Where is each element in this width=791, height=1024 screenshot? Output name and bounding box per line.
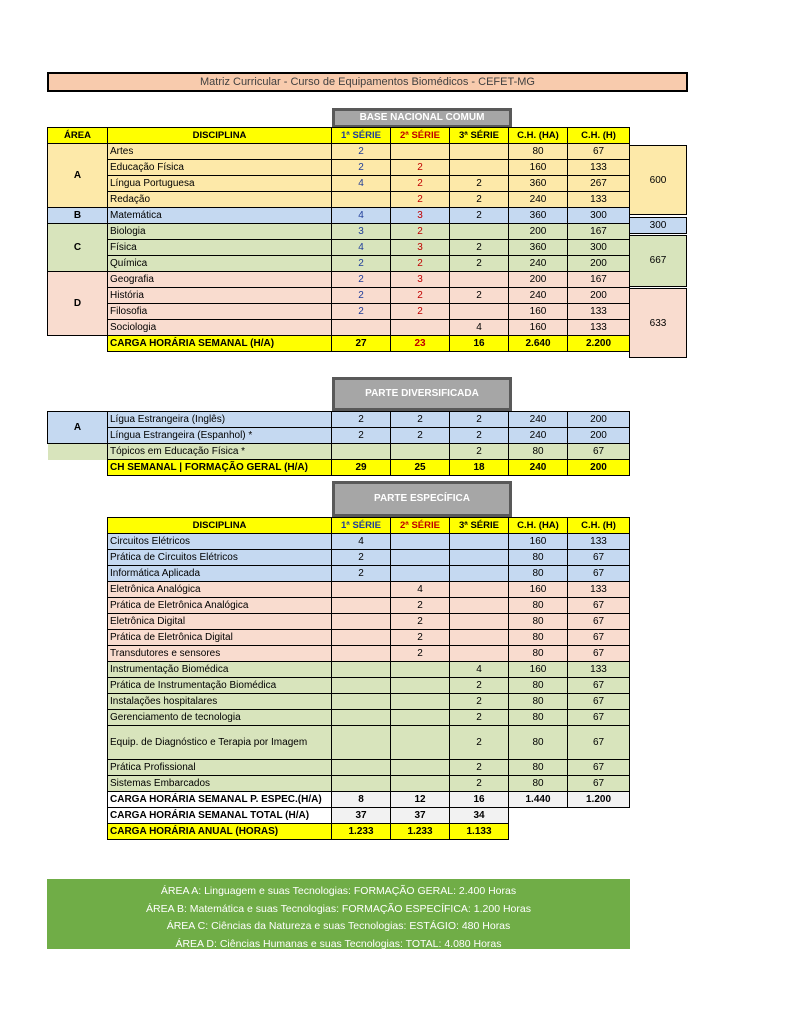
table-row — [48, 288, 630, 304]
total-serie-2: 1.233 — [391, 824, 450, 840]
ch-ha-value: 160 — [509, 304, 568, 320]
serie-3-value — [450, 144, 509, 160]
serie-1-value — [332, 726, 391, 760]
serie-1-value — [332, 630, 391, 646]
serie-2-value: 2 — [391, 428, 450, 444]
serie-2-value — [391, 694, 450, 710]
discipline-name: Artes — [108, 144, 332, 160]
discipline-name: Filosofia — [108, 304, 332, 320]
ch-ha-value: 240 — [509, 256, 568, 272]
serie-2-value — [391, 776, 450, 792]
table-row — [48, 320, 630, 336]
header-ch-h: C.H. (H) — [568, 518, 630, 534]
serie-3-value: 2 — [450, 776, 509, 792]
discipline-name: Matemática — [108, 208, 332, 224]
serie-2-value — [391, 726, 450, 760]
header-area: ÁREA — [48, 128, 108, 144]
total-label: CARGA HORÁRIA SEMANAL P. ESPEC.(H/A) — [108, 792, 332, 808]
discipline-name: Química — [108, 256, 332, 272]
serie-3-value: 2 — [450, 710, 509, 726]
ch-ha-value: 80 — [509, 566, 568, 582]
discipline-name: Transdutores e sensores — [108, 646, 332, 662]
total-label: CARGA HORÁRIA SEMANAL TOTAL (H/A) — [108, 808, 332, 824]
serie-2-value: 2 — [391, 224, 450, 240]
serie-3-value: 2 — [450, 208, 509, 224]
total-serie-1: 37 — [332, 808, 391, 824]
discipline-name: Sociologia — [108, 320, 332, 336]
serie-1-value — [332, 678, 391, 694]
discipline-name: Instrumentação Biomédica — [108, 662, 332, 678]
ch-h-value: 67 — [568, 630, 630, 646]
ch-h-value: 133 — [568, 662, 630, 678]
table-row — [108, 678, 630, 694]
ch-ha-value: 80 — [509, 144, 568, 160]
total-serie-3: 18 — [450, 460, 509, 476]
discipline-name: Prática de Eletrônica Analógica — [108, 598, 332, 614]
total-serie-3: 16 — [450, 336, 509, 352]
table-row — [108, 776, 630, 792]
table-row — [108, 582, 630, 598]
serie-2-value — [391, 550, 450, 566]
total-serie-3: 1.133 — [450, 824, 509, 840]
total-serie-2: 25 — [391, 460, 450, 476]
ch-ha-value: 80 — [509, 710, 568, 726]
ch-h-value: 67 — [568, 694, 630, 710]
serie-1-value — [332, 646, 391, 662]
table-row — [48, 160, 630, 176]
discipline-name: Eletrônica Analógica — [108, 582, 332, 598]
ch-ha-value: 80 — [509, 630, 568, 646]
serie-3-value: 2 — [450, 176, 509, 192]
table-row — [48, 224, 630, 240]
ch-ha-value: 160 — [509, 534, 568, 550]
section-especifica-header: PARTE ESPECÍFICA — [332, 481, 512, 517]
serie-1-value — [332, 614, 391, 630]
area-label: C — [48, 224, 108, 272]
header-disciplina: DISCIPLINA — [108, 518, 332, 534]
total-ch-h: 1.200 — [568, 792, 630, 808]
total-serie-2: 23 — [391, 336, 450, 352]
discipline-name: Geografia — [108, 272, 332, 288]
table-row — [48, 272, 630, 288]
serie-2-value: 2 — [391, 176, 450, 192]
serie-1-value: 2 — [332, 288, 391, 304]
serie-3-value: 2 — [450, 760, 509, 776]
discipline-name: Física — [108, 240, 332, 256]
total-row — [48, 460, 630, 476]
serie-1-value: 3 — [332, 224, 391, 240]
table-row — [108, 710, 630, 726]
ch-ha-value: 240 — [509, 412, 568, 428]
ch-ha-value: 360 — [509, 208, 568, 224]
serie-2-value: 3 — [391, 240, 450, 256]
discipline-name: História — [108, 288, 332, 304]
footer-line: ÁREA B: Matemática e suas Tecnologias: FORMAÇÃO ESPECÍFICA: 1.200 Horas — [146, 902, 531, 915]
serie-1-value — [332, 760, 391, 776]
table-row — [48, 428, 630, 444]
table-row — [48, 192, 630, 208]
area-label: A — [48, 412, 108, 444]
ch-h-value: 67 — [568, 726, 630, 760]
discipline-name: Prática Profissional — [108, 760, 332, 776]
ch-ha-value: 80 — [509, 646, 568, 662]
header-ch-ha: C.H. (HA) — [509, 128, 568, 144]
base-nacional-table — [47, 127, 630, 352]
discipline-name: Informática Aplicada — [108, 566, 332, 582]
total-ch-ha: 1.440 — [509, 792, 568, 808]
table-row — [48, 144, 630, 160]
table-row — [48, 444, 630, 460]
serie-1-value: 4 — [332, 208, 391, 224]
serie-1-value — [332, 776, 391, 792]
serie-1-value — [332, 320, 391, 336]
serie-3-value — [450, 534, 509, 550]
section-diversificada-header: PARTE DIVERSIFICADA — [332, 377, 512, 411]
serie-1-value — [332, 694, 391, 710]
serie-2-value — [391, 144, 450, 160]
serie-3-value — [450, 160, 509, 176]
serie-2-value: 3 — [391, 272, 450, 288]
serie-2-value — [391, 566, 450, 582]
serie-2-value: 4 — [391, 582, 450, 598]
total-label: CH SEMANAL | FORMAÇÃO GERAL (H/A) — [108, 460, 332, 476]
serie-3-value: 2 — [450, 726, 509, 760]
table-row — [108, 662, 630, 678]
header-serie-1: 1ª SÉRIE — [332, 518, 391, 534]
serie-2-value: 2 — [391, 192, 450, 208]
total-ch-h: 2.200 — [568, 336, 630, 352]
total-row — [108, 808, 630, 824]
ch-h-value: 200 — [568, 412, 630, 428]
discipline-name: Prática de Circuitos Elétricos — [108, 550, 332, 566]
discipline-name: Redação — [108, 192, 332, 208]
ch-h-value: 133 — [568, 534, 630, 550]
ch-ha-value: 80 — [509, 726, 568, 760]
footer-line: ÁREA A: Linguagem e suas Tecnologias: FORMAÇÃO GERAL: 2.400 Horas — [160, 885, 517, 897]
table-row — [108, 694, 630, 710]
ch-ha-value: 80 — [509, 776, 568, 792]
area-c-sum: 667 — [629, 235, 687, 287]
ch-ha-value: 360 — [509, 240, 568, 256]
ch-h-value: 133 — [568, 160, 630, 176]
ch-h-value: 67 — [568, 550, 630, 566]
ch-h-value: 67 — [568, 614, 630, 630]
diversificada-table — [47, 411, 630, 476]
header-disciplina: DISCIPLINA — [108, 128, 332, 144]
serie-2-value — [391, 678, 450, 694]
page-title: Matriz Curricular - Curso de Equipamentos Biomédicos - CEFET-MG — [47, 72, 688, 92]
table-row — [108, 614, 630, 630]
discipline-name: Instalações hospitalares — [108, 694, 332, 710]
ch-ha-value: 80 — [509, 444, 568, 460]
serie-1-value: 2 — [332, 160, 391, 176]
serie-2-value: 3 — [391, 208, 450, 224]
serie-1-value — [332, 192, 391, 208]
serie-3-value: 2 — [450, 192, 509, 208]
ch-h-value: 200 — [568, 428, 630, 444]
discipline-name: Tópicos em Educação Física * — [108, 444, 332, 460]
serie-3-value: 2 — [450, 412, 509, 428]
total-serie-2: 12 — [391, 792, 450, 808]
serie-3-value — [450, 630, 509, 646]
ch-h-value: 167 — [568, 224, 630, 240]
serie-2-value — [391, 444, 450, 460]
serie-3-value — [450, 224, 509, 240]
table-row — [48, 240, 630, 256]
ch-ha-value: 160 — [509, 662, 568, 678]
table-row — [48, 304, 630, 320]
serie-1-value: 2 — [332, 256, 391, 272]
ch-h-value: 133 — [568, 582, 630, 598]
serie-1-value: 2 — [332, 412, 391, 428]
serie-1-value: 2 — [332, 144, 391, 160]
total-serie-1: 29 — [332, 460, 391, 476]
header-serie-3: 3ª SÉRIE — [450, 518, 509, 534]
serie-3-value: 2 — [450, 288, 509, 304]
serie-1-value — [332, 710, 391, 726]
table-row — [108, 630, 630, 646]
serie-3-value: 2 — [450, 444, 509, 460]
footer-line: ÁREA C: Ciências da Natureza e suas Tecnologias: ESTÁGIO: 480 Horas — [166, 920, 511, 932]
ch-h-value: 67 — [568, 646, 630, 662]
ch-h-value: 67 — [568, 678, 630, 694]
ch-h-value: 67 — [568, 598, 630, 614]
discipline-name: Prática de Eletrônica Digital — [108, 630, 332, 646]
ch-ha-value: 200 — [509, 224, 568, 240]
serie-3-value: 2 — [450, 256, 509, 272]
ch-ha-value: 80 — [509, 760, 568, 776]
ch-ha-value: 240 — [509, 428, 568, 444]
header-serie-2: 2ª SÉRIE — [391, 518, 450, 534]
serie-3-value — [450, 614, 509, 630]
serie-2-value — [391, 710, 450, 726]
serie-1-value — [332, 598, 391, 614]
discipline-name: Circuitos Elétricos — [108, 534, 332, 550]
serie-3-value: 4 — [450, 320, 509, 336]
serie-3-value: 2 — [450, 678, 509, 694]
serie-3-value: 2 — [450, 428, 509, 444]
ch-h-value: 67 — [568, 444, 630, 460]
table-row — [48, 176, 630, 192]
total-serie-3: 34 — [450, 808, 509, 824]
serie-2-value — [391, 662, 450, 678]
area-label: D — [48, 272, 108, 336]
serie-2-value — [391, 534, 450, 550]
serie-1-value: 2 — [332, 566, 391, 582]
total-row — [48, 336, 630, 352]
ch-h-value: 300 — [568, 208, 630, 224]
ch-h-value: 67 — [568, 760, 630, 776]
ch-ha-value: 80 — [509, 598, 568, 614]
serie-3-value — [450, 646, 509, 662]
serie-1-value — [332, 582, 391, 598]
ch-h-value: 300 — [568, 240, 630, 256]
serie-1-value: 4 — [332, 534, 391, 550]
serie-1-value: 2 — [332, 428, 391, 444]
area-b-sum: 300 — [629, 217, 687, 234]
ch-h-value: 167 — [568, 272, 630, 288]
serie-3-value — [450, 304, 509, 320]
ch-h-value: 67 — [568, 776, 630, 792]
serie-2-value — [391, 760, 450, 776]
ch-h-value: 67 — [568, 566, 630, 582]
section-base-nacional-header: BASE NACIONAL COMUM — [332, 108, 512, 128]
serie-3-value — [450, 566, 509, 582]
discipline-name: Língua Portuguesa — [108, 176, 332, 192]
table-row — [108, 760, 630, 776]
serie-2-value: 2 — [391, 160, 450, 176]
serie-1-value: 4 — [332, 240, 391, 256]
table-row — [48, 412, 630, 428]
discipline-name: Prática de Instrumentação Biomédica — [108, 678, 332, 694]
serie-2-value: 2 — [391, 412, 450, 428]
serie-3-value: 4 — [450, 662, 509, 678]
serie-1-value — [332, 444, 391, 460]
total-ch-h: 200 — [568, 460, 630, 476]
ch-ha-value: 160 — [509, 320, 568, 336]
total-row — [108, 792, 630, 808]
ch-h-value: 133 — [568, 320, 630, 336]
table-row — [108, 534, 630, 550]
serie-3-value: 2 — [450, 240, 509, 256]
serie-3-value: 2 — [450, 694, 509, 710]
serie-2-value — [391, 320, 450, 336]
discipline-name: Língua Estrangeira (Espanhol) * — [108, 428, 332, 444]
ch-h-value: 67 — [568, 710, 630, 726]
table-row — [108, 726, 630, 760]
table-row — [108, 550, 630, 566]
ch-h-value: 200 — [568, 288, 630, 304]
table-row — [108, 646, 630, 662]
header-serie-2: 2ª SÉRIE — [391, 128, 450, 144]
ch-ha-value: 80 — [509, 614, 568, 630]
total-serie-1: 8 — [332, 792, 391, 808]
total-ch-ha: 240 — [509, 460, 568, 476]
table-row — [108, 598, 630, 614]
serie-1-value — [332, 662, 391, 678]
ch-ha-value: 80 — [509, 678, 568, 694]
serie-2-value: 2 — [391, 598, 450, 614]
ch-ha-value: 240 — [509, 288, 568, 304]
area-d-sum: 633 — [629, 288, 687, 358]
serie-2-value: 2 — [391, 614, 450, 630]
discipline-name: Sistemas Embarcados — [108, 776, 332, 792]
ch-h-value: 267 — [568, 176, 630, 192]
total-serie-1: 1.233 — [332, 824, 391, 840]
total-serie-2: 37 — [391, 808, 450, 824]
area-label: A — [48, 144, 108, 208]
total-serie-1: 27 — [332, 336, 391, 352]
serie-2-value: 2 — [391, 256, 450, 272]
total-ch-ha: 2.640 — [509, 336, 568, 352]
ch-h-value: 133 — [568, 192, 630, 208]
ch-ha-value: 80 — [509, 550, 568, 566]
serie-1-value: 4 — [332, 176, 391, 192]
ch-ha-value: 160 — [509, 160, 568, 176]
area-label: B — [48, 208, 108, 224]
ch-ha-value: 160 — [509, 582, 568, 598]
total-label: CARGA HORÁRIA SEMANAL (H/A) — [108, 336, 332, 352]
area-a-sum: 600 — [629, 145, 687, 215]
footer-line: ÁREA D: Ciências Humanas e suas Tecnologias: TOTAL: 4.080 Horas — [175, 937, 502, 950]
serie-3-value — [450, 550, 509, 566]
discipline-name: Educação Física — [108, 160, 332, 176]
header-serie-1: 1ª SÉRIE — [332, 128, 391, 144]
ch-h-value: 200 — [568, 256, 630, 272]
header-serie-3: 3ª SÉRIE — [450, 128, 509, 144]
serie-3-value — [450, 272, 509, 288]
table-row — [48, 208, 630, 224]
ch-h-value: 67 — [568, 144, 630, 160]
especifica-table — [107, 517, 630, 840]
ch-h-value: 133 — [568, 304, 630, 320]
ch-ha-value: 360 — [509, 176, 568, 192]
header-ch-h: C.H. (H) — [568, 128, 630, 144]
discipline-name: Lígua Estrangeira (Inglês) — [108, 412, 332, 428]
serie-1-value: 2 — [332, 550, 391, 566]
serie-2-value: 2 — [391, 304, 450, 320]
table-row — [48, 256, 630, 272]
serie-1-value: 2 — [332, 272, 391, 288]
discipline-name: Equip. de Diagnóstico e Terapia por Imagem — [108, 726, 332, 760]
ch-ha-value: 240 — [509, 192, 568, 208]
discipline-name: Gerenciamento de tecnologia — [108, 710, 332, 726]
summary-footer — [47, 879, 630, 949]
ch-ha-value: 80 — [509, 694, 568, 710]
serie-2-value: 2 — [391, 646, 450, 662]
discipline-name: Eletrônica Digital — [108, 614, 332, 630]
serie-3-value — [450, 582, 509, 598]
header-ch-ha: C.H. (HA) — [509, 518, 568, 534]
discipline-name: Biologia — [108, 224, 332, 240]
serie-3-value — [450, 598, 509, 614]
serie-1-value: 2 — [332, 304, 391, 320]
total-row — [108, 824, 630, 840]
table-row — [108, 566, 630, 582]
serie-2-value: 2 — [391, 288, 450, 304]
ch-ha-value: 200 — [509, 272, 568, 288]
total-label: CARGA HORÁRIA ANUAL (HORAS) — [108, 824, 332, 840]
serie-2-value: 2 — [391, 630, 450, 646]
total-serie-3: 16 — [450, 792, 509, 808]
